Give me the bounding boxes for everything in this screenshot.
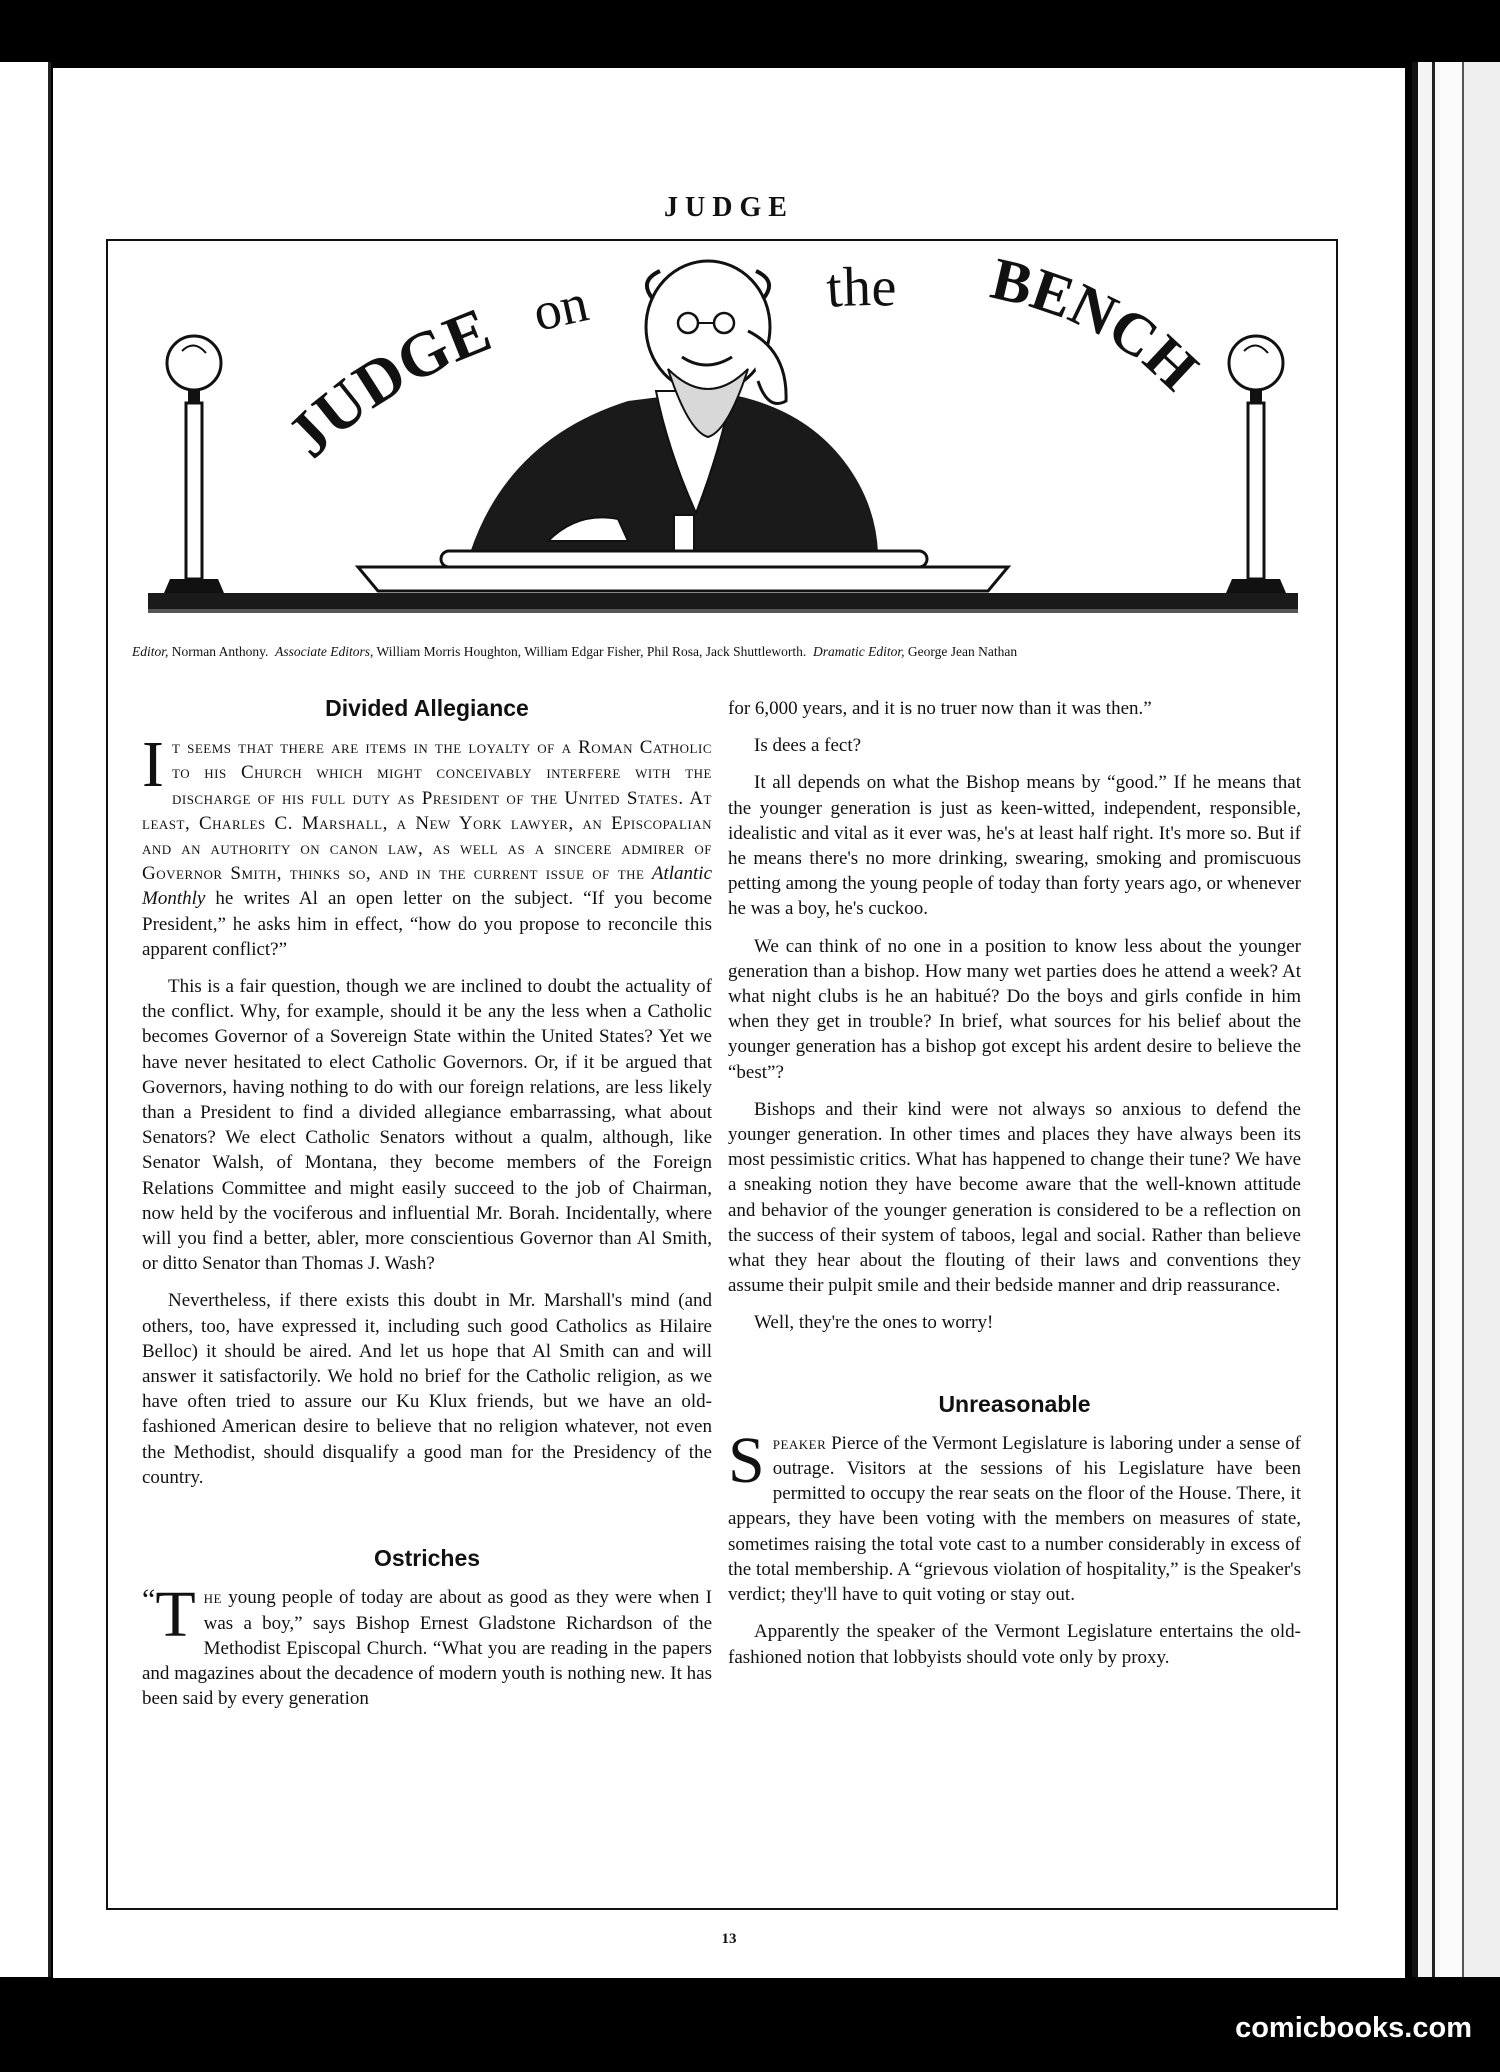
dropcap-t: T <box>155 1578 196 1652</box>
headline-divided-allegiance: Divided Allegiance <box>325 695 529 721</box>
svg-text:on <box>528 272 594 342</box>
masthead-word-the: the <box>824 256 898 320</box>
editorial-credits <box>132 644 1312 660</box>
content-frame <box>106 239 1338 1910</box>
column-right <box>728 696 1301 1682</box>
ostriches-paragraph-2: Is dees a fect? <box>754 735 862 757</box>
ostriches-paragraph-6: Well, they're the ones to worry! <box>754 1312 994 1334</box>
masthead-illustration <box>108 241 1336 631</box>
associate-editors-names: William Morris Houghton, William Edgar Fisher, Phil Rosa, Jack Shuttleworth. <box>376 644 807 659</box>
ostriches-paragraph-1: “ T he young people of today are about as good as they were when I was a boy,” says Bishop Ernest Gladstone Richardson of the Methodist Episcopal Church. “What you are reading in the papers and magazines about the decadence of modern youth is nothing new. It has been said by every generation <box>142 1578 712 1710</box>
source-watermark: comicbooks.com <box>1235 2012 1472 2044</box>
editor-name: Norman Anthony. <box>171 644 269 659</box>
bench <box>148 551 1298 613</box>
lamp-right <box>1226 336 1286 593</box>
unreasonable-paragraph-1: Speaker Pierce of the Vermont Legislature is laboring under a sense of outrage. Visitors at the sessions of his Legislature have been permitted to occupy the rear seats on the floor of the House. There, it appears, they have been voting with the members on measures of state, sometimes raising the total vote cast to a number considerably in excess of the total membership. A “grievous violation of hospitality,” is the Speaker's verdict; they'll have to quit voting or stay out. <box>728 1423 1302 1606</box>
associate-editors-label: Associate Editors, <box>275 644 374 659</box>
headline-unreasonable: Unreasonable <box>938 1390 1091 1417</box>
divided-paragraph-3: Nevertheless, if there exists this doubt in Mr. Marshall's mind (and others, too, have expressed it, including such good Catholics as Hilaire Belloc) it should be aired. And let us hope that Al Smith can and will answer it satisfactorily. We hold no brief for the Catholic religion, as we have often tried to assure our Ku Klux friends, but we have an old-fashioned American desire to believe that no religion whatever, not even the Methodist, should disqualify a good man for the Presidency of the country. <box>142 1290 712 1488</box>
svg-text:BENCH <box>985 245 1210 403</box>
divided-paragraph-1: It seems that there are items in the loyalty of a Roman Catholic to his Church which might conceivably interfere with the discharge of his full duty as President of the United States. At least, Charles C. Marshall, a New York lawyer, an Episcopalian and an authority on canon law, as well as a sincere admirer of Governor Smith, thinks so, and in the current issue of the Atlantic Monthly he writes Al an open letter on the subject. “If you become President,” he asks him in effect, “how do you propose to reconcile this apparent conflict?” <box>142 728 713 960</box>
masthead-word-bench: BENCH <box>985 244 1211 403</box>
adjacent-page-left-edge <box>0 62 51 1977</box>
ostriches-paragraph-4: We can think of no one in a position to know less about the younger generation than a bishop. How many wet parties does he attend a week? At what night clubs is he an habitué? Do the boys and girls confide in him when they get in trouble? In brief, what sources for his belief about the younger generation has a bishop got except his ardent desire to believe the “best”? <box>728 935 1301 1083</box>
column-left <box>142 696 712 1723</box>
adjacent-pages-right-edge <box>1412 62 1500 1977</box>
headline-ostriches: Ostriches <box>373 1545 481 1572</box>
dramatic-editor-label: Dramatic Editor, <box>813 644 905 659</box>
ostriches-paragraph-5: Bishops and their kind were not always so anxious to defend the younger generation. In other times and places they have always been its most pessimistic critics. What has happened to change their tune? We have a sneaking notion they have become aware that the well-known attitude and behavior of the younger generation is considered to be a reflection on the success of their system of taboos, legal and social. Rather than believe what they hear about the flouting of their laws and conventions they assume their pulpit smile and their bedside manner and drip reassurance. <box>728 1098 1301 1297</box>
judge-caricature <box>470 261 878 555</box>
ostriches-paragraph-3: It all depends on what the Bishop means by “good.” If he means that the younger generation is just as keen-witted, independent, responsible, idealistic and vital as it ever was, he's at least half right. It's more so. But if he means there's no more drinking, swearing, smoking and promiscuous petting among the young people of today than forty years ago, or whenever he was a boy, he's cuckoo. <box>728 772 1301 920</box>
lamp-left <box>164 336 224 593</box>
open-quote: “ <box>142 1583 156 1617</box>
page-number: 13 <box>721 1931 737 1947</box>
svg-text:JUDGE <box>273 294 500 471</box>
editor-label: Editor, <box>132 644 169 659</box>
masthead-word-judge: JUDGE <box>273 293 501 471</box>
svg-text:the <box>824 256 897 320</box>
running-head: JUDGE <box>664 192 794 223</box>
dropcap-i: I <box>142 728 164 802</box>
ostriches-paragraph-1-continued: for 6,000 years, and it is no truer now than it was then.” <box>728 698 1152 719</box>
magazine-title: Atlantic Monthly <box>142 863 713 910</box>
magazine-page <box>53 68 1405 1978</box>
dramatic-editor-name: George Jean Nathan <box>907 644 1018 659</box>
divided-paragraph-2: This is a fair question, though we are inclined to doubt the actuality of the conflict. Why, for example, should it be any the less when a Catholic becomes Governor of a Sovereign State within the United States? Yet we have never hesitated to elect Catholic Governors. Or, if it be argued that Governors, having nothing to do with our foreign relations, are less likely than a President to find a divided allegiance embarrassing, what about Senators? We elect Catholic Senators without a qualm, although, like Senator Walsh, of Montana, they become members of the Foreign Relations Committee and might easily succeed to the job of Chairman, now held by the vociferous and influential Mr. Borah. Incidentally, where will you find a better, abler, more conscientious Governor than Al Smith, or ditto Senator than Thomas J. Wash? <box>142 976 712 1275</box>
unreasonable-paragraph-2: Apparently the speaker of the Vermont Legislature entertains the old-fashioned notion that lobbyists should vote only by proxy. <box>728 1621 1301 1668</box>
dropcap-s: S <box>728 1423 765 1497</box>
masthead-word-on: on <box>527 272 594 343</box>
